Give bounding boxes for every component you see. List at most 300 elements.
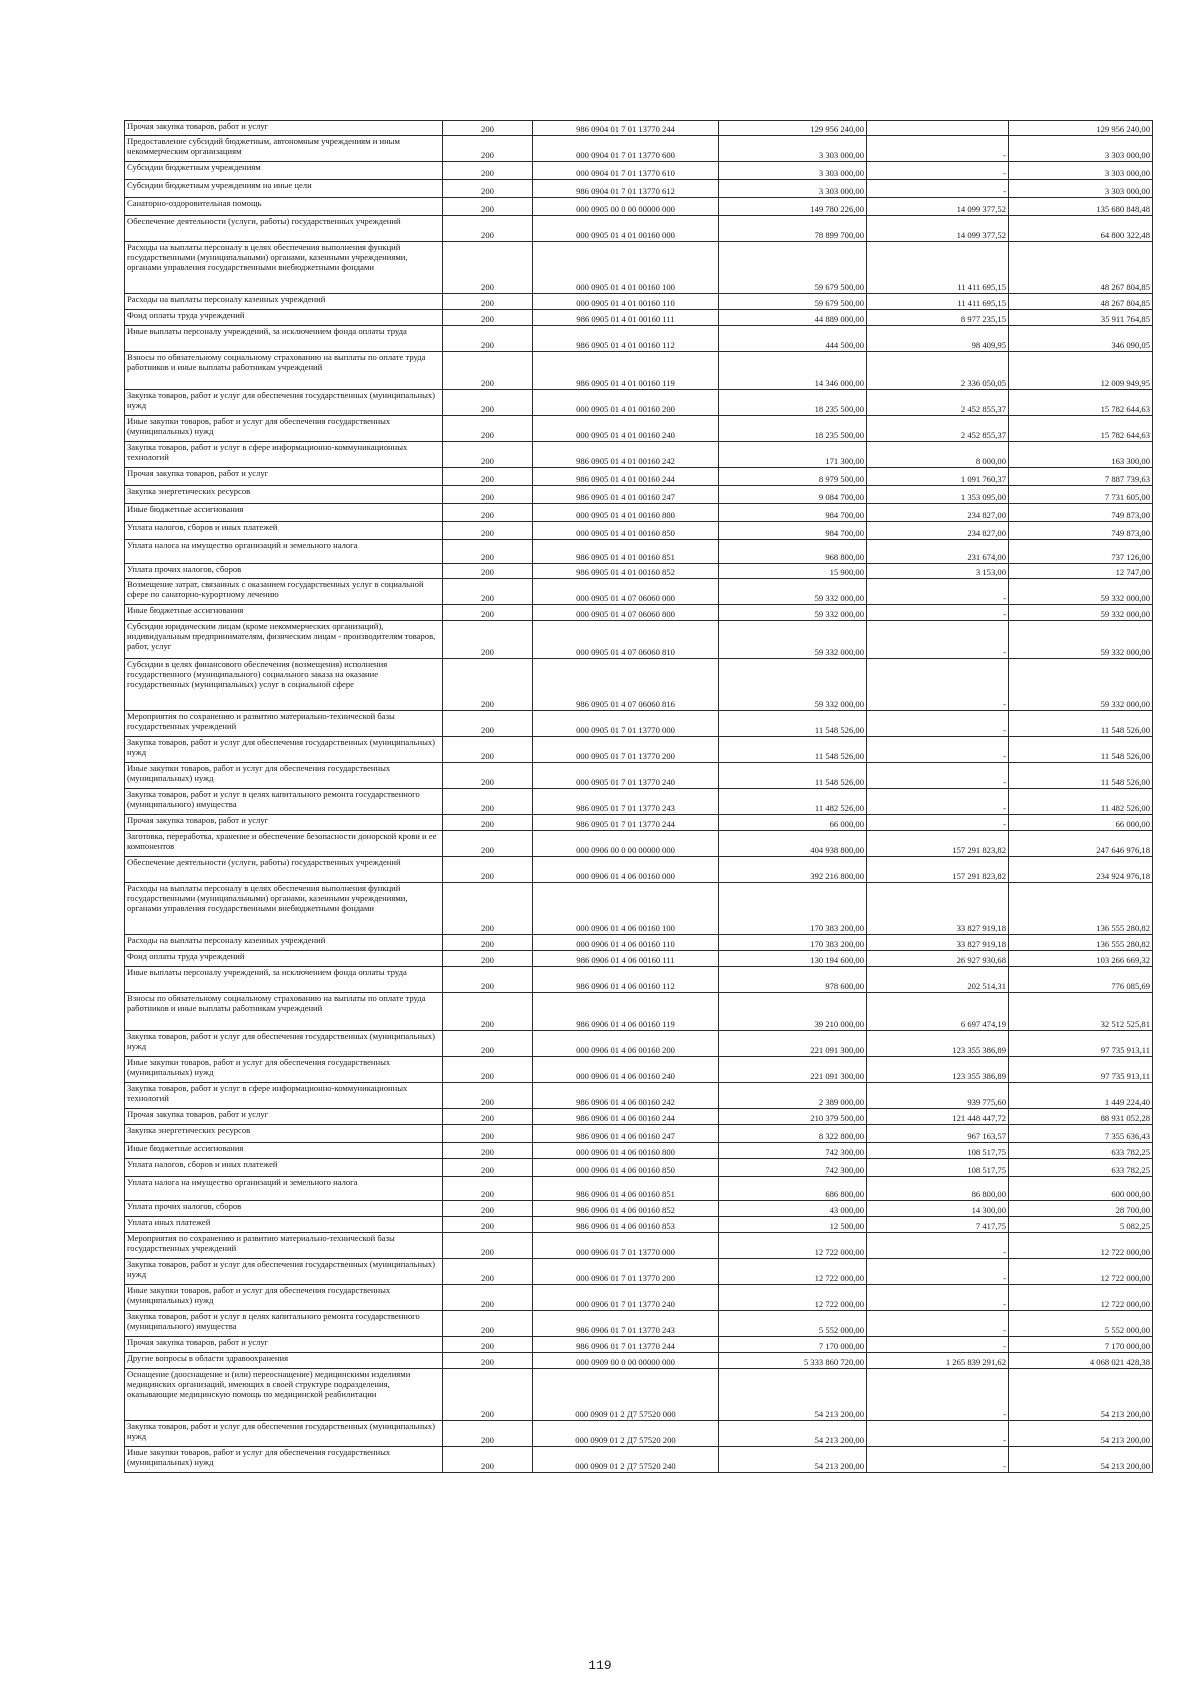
row-code: 200 [443,326,533,352]
row-name: Расходы на выплаты персоналу казенных учреждений [125,935,443,951]
row-classification-code: 000 0905 01 4 01 00160 240 [533,416,719,442]
row-code: 200 [443,1311,533,1337]
row-name: Иные выплаты персоналу учреждений, за исключением фонда оплаты труда [125,326,443,352]
row-classification-code: 000 0906 01 4 06 00160 240 [533,1057,719,1083]
row-code: 200 [443,857,533,883]
table-row [125,1217,1153,1233]
row-code: 200 [443,1031,533,1057]
row-name: Иные выплаты персоналу учреждений, за исключением фонда оплаты труда [125,967,443,993]
row-classification-code: 000 0906 01 4 06 00160 110 [533,935,719,951]
row-executed-amount: 98 409,95 [867,326,1009,352]
row-name: Закупка товаров, работ и услуг для обеспечения государственных (муниципальных) нужд [125,1259,443,1285]
row-executed-amount: 123 355 386,89 [867,1031,1009,1057]
row-code: 200 [443,1233,533,1259]
row-code: 200 [443,486,533,504]
row-code: 200 [443,1337,533,1353]
row-classification-code: 000 0905 01 4 01 00160 000 [533,216,719,242]
row-code: 200 [443,1125,533,1143]
row-approved-amount: 3 303 000,00 [719,162,867,180]
row-executed-amount: 3 153,00 [867,564,1009,579]
row-classification-code: 000 0909 01 2 Д7 57520 000 [533,1369,719,1421]
row-unexecuted-amount: 346 090,05 [1009,326,1153,352]
row-unexecuted-amount: 234 924 976,18 [1009,857,1153,883]
row-classification-code: 000 0905 01 4 07 06060 800 [533,605,719,621]
row-unexecuted-amount: 135 680 848,48 [1009,198,1153,216]
row-code: 200 [443,967,533,993]
row-classification-code: 000 0906 01 4 06 00160 100 [533,883,719,935]
table-row [125,540,1153,564]
row-executed-amount: 234 827,00 [867,522,1009,540]
row-classification-code: 986 0904 01 7 01 13770 244 [533,121,719,136]
row-unexecuted-amount: 12 722 000,00 [1009,1285,1153,1311]
table-row [125,522,1153,540]
table-row [125,352,1153,390]
row-code: 200 [443,1421,533,1447]
row-approved-amount: 12 500,00 [719,1217,867,1233]
row-executed-amount: - [867,815,1009,831]
table-row [125,162,1153,180]
row-executed-amount: - [867,605,1009,621]
row-name: Закупка товаров, работ и услуг для обеспечения государственных (муниципальных) нужд [125,1421,443,1447]
row-approved-amount: 5 333 860 720,00 [719,1353,867,1369]
row-unexecuted-amount: 7 355 636,43 [1009,1125,1153,1143]
row-approved-amount: 221 091 300,00 [719,1031,867,1057]
row-code: 200 [443,198,533,216]
row-executed-amount: - [867,763,1009,789]
table-row [125,486,1153,504]
row-name: Иные бюджетные ассигнования [125,504,443,522]
row-name: Взносы по обязательному социальному страхованию на выплаты по оплате труда работников и иные выплаты работникам учреждений [125,352,443,390]
row-unexecuted-amount: 64 800 322,48 [1009,216,1153,242]
row-unexecuted-amount: 59 332 000,00 [1009,659,1153,711]
row-name: Закупка энергетических ресурсов [125,1125,443,1143]
row-name: Мероприятия по сохранению и развитию материально-технической базы государственных учреждений [125,1233,443,1259]
table-row [125,136,1153,162]
row-executed-amount: 86 800,00 [867,1177,1009,1201]
page-number: 119 [588,1658,612,1673]
row-executed-amount: 2 452 855,37 [867,390,1009,416]
table-row [125,1447,1153,1473]
row-executed-amount: - [867,1447,1009,1473]
row-name: Прочая закупка товаров, работ и услуг [125,121,443,136]
row-approved-amount: 171 300,00 [719,442,867,468]
row-classification-code: 986 0905 01 4 07 06060 816 [533,659,719,711]
row-classification-code: 000 0909 01 2 Д7 57520 200 [533,1421,719,1447]
row-executed-amount: 1 091 760,37 [867,468,1009,486]
row-executed-amount: 33 827 919,18 [867,935,1009,951]
table-row [125,564,1153,579]
row-executed-amount: - [867,1259,1009,1285]
row-classification-code: 000 0905 01 7 01 13770 000 [533,711,719,737]
row-code: 200 [443,737,533,763]
table-row [125,659,1153,711]
row-code: 200 [443,162,533,180]
row-name: Взносы по обязательному социальному страхованию на выплаты по оплате труда работников и иные выплаты работникам учреждений [125,993,443,1031]
row-unexecuted-amount: 48 267 804,85 [1009,294,1153,310]
row-approved-amount: 59 332 000,00 [719,605,867,621]
row-approved-amount: 14 346 000,00 [719,352,867,390]
row-approved-amount: 170 383 200,00 [719,935,867,951]
table-row [125,1159,1153,1177]
row-name: Иные закупки товаров, работ и услуг для обеспечения государственных (муниципальных) нужд [125,1057,443,1083]
row-unexecuted-amount: 54 213 200,00 [1009,1447,1153,1473]
row-unexecuted-amount: 103 266 669,32 [1009,951,1153,967]
row-name: Субсидии бюджетным учреждениям [125,162,443,180]
row-approved-amount: 43 000,00 [719,1201,867,1217]
row-classification-code: 986 0906 01 4 06 00160 247 [533,1125,719,1143]
row-unexecuted-amount: 59 332 000,00 [1009,621,1153,659]
row-classification-code: 986 0906 01 4 06 00160 119 [533,993,719,1031]
row-approved-amount: 5 552 000,00 [719,1311,867,1337]
row-classification-code: 986 0905 01 4 01 00160 247 [533,486,719,504]
row-classification-code: 000 0905 01 4 01 00160 100 [533,242,719,294]
row-name: Уплата налога на имущество организаций и земельного налога [125,1177,443,1201]
row-approved-amount: 54 213 200,00 [719,1369,867,1421]
row-code: 200 [443,522,533,540]
table-row [125,967,1153,993]
row-code: 200 [443,579,533,605]
row-unexecuted-amount: 12 747,00 [1009,564,1153,579]
row-approved-amount: 54 213 200,00 [719,1447,867,1473]
table-body [125,121,1153,1473]
row-unexecuted-amount: 247 646 976,18 [1009,831,1153,857]
row-unexecuted-amount: 129 956 240,00 [1009,121,1153,136]
row-unexecuted-amount: 163 300,00 [1009,442,1153,468]
row-approved-amount: 15 900,00 [719,564,867,579]
table-row [125,1311,1153,1337]
row-classification-code: 986 0904 01 7 01 13770 612 [533,180,719,198]
row-classification-code: 986 0905 01 4 01 00160 851 [533,540,719,564]
row-code: 200 [443,1447,533,1473]
row-classification-code: 000 0909 00 0 00 00000 000 [533,1353,719,1369]
row-classification-code: 000 0906 01 7 01 13770 200 [533,1259,719,1285]
row-classification-code: 000 0905 00 0 00 00000 000 [533,198,719,216]
row-classification-code: 000 0906 01 4 06 00160 200 [533,1031,719,1057]
row-code: 200 [443,180,533,198]
row-unexecuted-amount: 3 303 000,00 [1009,180,1153,198]
row-classification-code: 000 0904 01 7 01 13770 600 [533,136,719,162]
row-classification-code: 000 0905 01 4 07 06060 810 [533,621,719,659]
row-name: Уплата иных платежей [125,1217,443,1233]
row-unexecuted-amount: 633 782,25 [1009,1143,1153,1159]
row-approved-amount: 742 300,00 [719,1159,867,1177]
row-code: 200 [443,564,533,579]
row-classification-code: 000 0906 01 4 06 00160 850 [533,1159,719,1177]
row-executed-amount: - [867,1311,1009,1337]
row-approved-amount: 3 303 000,00 [719,136,867,162]
row-classification-code: 000 0905 01 4 07 06060 000 [533,579,719,605]
row-executed-amount: - [867,737,1009,763]
row-classification-code: 000 0905 01 7 01 13770 240 [533,763,719,789]
row-unexecuted-amount: 54 213 200,00 [1009,1421,1153,1447]
budget-execution-table [124,120,1153,1473]
row-approved-amount: 59 332 000,00 [719,579,867,605]
row-code: 200 [443,352,533,390]
row-code: 200 [443,540,533,564]
table-row [125,935,1153,951]
row-approved-amount: 129 956 240,00 [719,121,867,136]
row-name: Уплата налога на имущество организаций и земельного налога [125,540,443,564]
row-executed-amount: - [867,1233,1009,1259]
row-unexecuted-amount: 11 548 526,00 [1009,711,1153,737]
row-unexecuted-amount: 15 782 644,63 [1009,416,1153,442]
row-executed-amount: 234 827,00 [867,504,1009,522]
row-classification-code: 986 0906 01 4 06 00160 244 [533,1109,719,1125]
row-classification-code: 986 0906 01 4 06 00160 111 [533,951,719,967]
row-name: Прочая закупка товаров, работ и услуг [125,1337,443,1353]
row-classification-code: 000 0906 00 0 00 00000 000 [533,831,719,857]
row-name: Фонд оплаты труда учреждений [125,951,443,967]
row-approved-amount: 130 194 600,00 [719,951,867,967]
row-code: 200 [443,468,533,486]
table-row [125,442,1153,468]
table-row [125,1177,1153,1201]
row-code: 200 [443,605,533,621]
row-code: 200 [443,1285,533,1311]
row-classification-code: 000 0909 01 2 Д7 57520 240 [533,1447,719,1473]
row-classification-code: 986 0905 01 4 01 00160 119 [533,352,719,390]
row-executed-amount: 11 411 695,15 [867,294,1009,310]
row-code: 200 [443,1217,533,1233]
row-classification-code: 986 0905 01 4 01 00160 111 [533,310,719,326]
row-approved-amount: 8 322 800,00 [719,1125,867,1143]
row-code: 200 [443,504,533,522]
row-approved-amount: 404 938 800,00 [719,831,867,857]
row-name: Уплата налогов, сборов и иных платежей [125,1159,443,1177]
row-code: 200 [443,1083,533,1109]
row-unexecuted-amount: 3 303 000,00 [1009,136,1153,162]
row-executed-amount: - [867,180,1009,198]
row-executed-amount: 108 517,75 [867,1143,1009,1159]
row-executed-amount: 8 000,00 [867,442,1009,468]
row-code: 200 [443,659,533,711]
row-executed-amount: 26 927 930,68 [867,951,1009,967]
row-approved-amount: 59 332 000,00 [719,621,867,659]
row-name: Обеспечение деятельности (услуги, работы) государственных учреждений [125,857,443,883]
row-executed-amount: 108 517,75 [867,1159,1009,1177]
row-classification-code: 000 0906 01 4 06 00160 800 [533,1143,719,1159]
row-name: Закупка товаров, работ и услуг для обеспечения государственных (муниципальных) нужд [125,1031,443,1057]
table-row [125,310,1153,326]
row-approved-amount: 12 722 000,00 [719,1233,867,1259]
table-row [125,993,1153,1031]
row-classification-code: 000 0906 01 4 06 00160 000 [533,857,719,883]
row-unexecuted-amount: 15 782 644,63 [1009,390,1153,416]
row-unexecuted-amount: 5 082,25 [1009,1217,1153,1233]
row-approved-amount: 221 091 300,00 [719,1057,867,1083]
row-approved-amount: 18 235 500,00 [719,416,867,442]
row-classification-code: 986 0906 01 4 06 00160 112 [533,967,719,993]
row-executed-amount: 157 291 823,82 [867,831,1009,857]
row-approved-amount: 392 216 800,00 [719,857,867,883]
row-code: 200 [443,789,533,815]
row-approved-amount: 9 084 700,00 [719,486,867,504]
row-name: Субсидии юридическим лицам (кроме некоммерческих организаций), индивидуальным предпринимателям, физическим лицам - производителям товаров, работ, услуг [125,621,443,659]
row-executed-amount: - [867,1421,1009,1447]
row-classification-code: 986 0906 01 7 01 13770 243 [533,1311,719,1337]
table-row [125,1109,1153,1125]
table-row [125,294,1153,310]
row-name: Обеспечение деятельности (услуги, работы) государственных учреждений [125,216,443,242]
row-executed-amount: 939 775,60 [867,1083,1009,1109]
row-approved-amount: 686 800,00 [719,1177,867,1201]
row-executed-amount: - [867,162,1009,180]
row-code: 200 [443,310,533,326]
row-name: Иные закупки товаров, работ и услуг для обеспечения государственных (муниципальных) нужд [125,416,443,442]
row-approved-amount: 170 383 200,00 [719,883,867,935]
row-unexecuted-amount: 32 512 525,81 [1009,993,1153,1031]
row-approved-amount: 7 170 000,00 [719,1337,867,1353]
table-row [125,198,1153,216]
row-name: Оснащение (дооснащение и (или) переоснащение) медицинскими изделиями медицинских организаций, имеющих в своей структуре подразделения, оказывающие медицинскую помощь по медицинской реабилитации [125,1369,443,1421]
row-approved-amount: 59 679 500,00 [719,294,867,310]
row-name: Закупка товаров, работ и услуг в сфере информационно-коммуникационных технологий [125,1083,443,1109]
row-code: 200 [443,136,533,162]
row-classification-code: 986 0905 01 4 01 00160 852 [533,564,719,579]
row-code: 200 [443,935,533,951]
row-unexecuted-amount: 97 735 913,11 [1009,1031,1153,1057]
row-classification-code: 986 0905 01 7 01 13770 243 [533,789,719,815]
row-name: Уплата прочих налогов, сборов [125,1201,443,1217]
row-code: 200 [443,242,533,294]
table-row [125,711,1153,737]
row-name: Иные бюджетные ассигнования [125,1143,443,1159]
row-approved-amount: 59 332 000,00 [719,659,867,711]
row-name: Прочая закупка товаров, работ и услуг [125,1109,443,1125]
row-approved-amount: 210 379 500,00 [719,1109,867,1125]
table-row [125,831,1153,857]
row-approved-amount: 59 679 500,00 [719,242,867,294]
row-code: 200 [443,763,533,789]
row-unexecuted-amount: 88 931 052,28 [1009,1109,1153,1125]
table-row [125,1057,1153,1083]
row-executed-amount: 14 099 377,52 [867,216,1009,242]
row-approved-amount: 11 548 526,00 [719,711,867,737]
row-executed-amount: - [867,579,1009,605]
row-unexecuted-amount: 12 009 949,95 [1009,352,1153,390]
row-unexecuted-amount: 7 731 605,00 [1009,486,1153,504]
table-row [125,121,1153,136]
table-row [125,1125,1153,1143]
row-executed-amount: - [867,1285,1009,1311]
table-row [125,1337,1153,1353]
row-name: Иные бюджетные ассигнования [125,605,443,621]
table-row [125,242,1153,294]
table-row [125,416,1153,442]
row-unexecuted-amount: 97 735 913,11 [1009,1057,1153,1083]
row-classification-code: 000 0905 01 4 01 00160 200 [533,390,719,416]
table-row [125,763,1153,789]
row-approved-amount: 66 000,00 [719,815,867,831]
table-row [125,1143,1153,1159]
row-executed-amount: 2 452 855,37 [867,416,1009,442]
row-name: Санаторно-оздоровительная помощь [125,198,443,216]
row-name: Субсидии бюджетным учреждениям на иные цели [125,180,443,198]
row-name: Заготовка, переработка, хранение и обеспечение безопасности донорской крови и ее компонентов [125,831,443,857]
row-unexecuted-amount: 11 548 526,00 [1009,737,1153,763]
row-unexecuted-amount: 66 000,00 [1009,815,1153,831]
row-executed-amount: - [867,621,1009,659]
row-approved-amount: 984 700,00 [719,504,867,522]
row-name: Прочая закупка товаров, работ и услуг [125,815,443,831]
row-code: 200 [443,390,533,416]
row-name: Закупка товаров, работ и услуг для обеспечения государственных (муниципальных) нужд [125,390,443,416]
table-row [125,737,1153,763]
row-executed-amount: 231 674,00 [867,540,1009,564]
row-classification-code: 000 0905 01 7 01 13770 200 [533,737,719,763]
row-name: Закупка энергетических ресурсов [125,486,443,504]
row-unexecuted-amount: 54 213 200,00 [1009,1369,1153,1421]
row-code: 200 [443,883,533,935]
row-approved-amount: 11 548 526,00 [719,763,867,789]
row-unexecuted-amount: 749 873,00 [1009,504,1153,522]
row-unexecuted-amount: 749 873,00 [1009,522,1153,540]
row-name: Прочая закупка товаров, работ и услуг [125,468,443,486]
row-executed-amount: - [867,136,1009,162]
row-executed-amount: 202 514,31 [867,967,1009,993]
table-row [125,1233,1153,1259]
row-approved-amount: 444 500,00 [719,326,867,352]
row-unexecuted-amount: 5 552 000,00 [1009,1311,1153,1337]
row-unexecuted-amount: 7 170 000,00 [1009,1337,1153,1353]
row-approved-amount: 78 899 700,00 [719,216,867,242]
table-row [125,326,1153,352]
row-unexecuted-amount: 35 911 764,85 [1009,310,1153,326]
row-executed-amount: 8 977 235,15 [867,310,1009,326]
row-code: 200 [443,121,533,136]
row-executed-amount: - [867,1369,1009,1421]
row-executed-amount: 33 827 919,18 [867,883,1009,935]
row-code: 200 [443,621,533,659]
row-name: Иные закупки товаров, работ и услуг для обеспечения государственных (муниципальных) нужд [125,1285,443,1311]
row-code: 200 [443,1177,533,1201]
row-name: Другие вопросы в области здравоохранения [125,1353,443,1369]
row-classification-code: 000 0905 01 4 01 00160 110 [533,294,719,310]
row-code: 200 [443,1057,533,1083]
row-classification-code: 986 0905 01 4 01 00160 242 [533,442,719,468]
row-name: Уплата налогов, сборов и иных платежей [125,522,443,540]
table-row [125,1353,1153,1369]
row-name: Закупка товаров, работ и услуг в целях капитального ремонта государственного (муниципального) имущества [125,1311,443,1337]
table-row [125,1259,1153,1285]
row-executed-amount: 14 099 377,52 [867,198,1009,216]
row-approved-amount: 11 482 526,00 [719,789,867,815]
row-executed-amount: 11 411 695,15 [867,242,1009,294]
row-executed-amount: 967 163,57 [867,1125,1009,1143]
table-row [125,468,1153,486]
row-executed-amount: 1 353 095,00 [867,486,1009,504]
row-code: 200 [443,442,533,468]
table-row [125,815,1153,831]
row-code: 200 [443,1353,533,1369]
table-row [125,180,1153,198]
row-classification-code: 000 0904 01 7 01 13770 610 [533,162,719,180]
row-executed-amount: - [867,711,1009,737]
table-row [125,605,1153,621]
row-code: 200 [443,815,533,831]
row-approved-amount: 978 600,00 [719,967,867,993]
row-name: Мероприятия по сохранению и развитию материально-технической базы государственных учреждений [125,711,443,737]
row-unexecuted-amount: 12 722 000,00 [1009,1259,1153,1285]
row-classification-code: 986 0906 01 4 06 00160 852 [533,1201,719,1217]
row-unexecuted-amount: 48 267 804,85 [1009,242,1153,294]
row-code: 200 [443,1259,533,1285]
row-unexecuted-amount: 1 449 224,40 [1009,1083,1153,1109]
row-classification-code: 986 0905 01 7 01 13770 244 [533,815,719,831]
row-classification-code: 986 0906 01 4 06 00160 851 [533,1177,719,1201]
row-executed-amount: 157 291 823,82 [867,857,1009,883]
table-row [125,1421,1153,1447]
